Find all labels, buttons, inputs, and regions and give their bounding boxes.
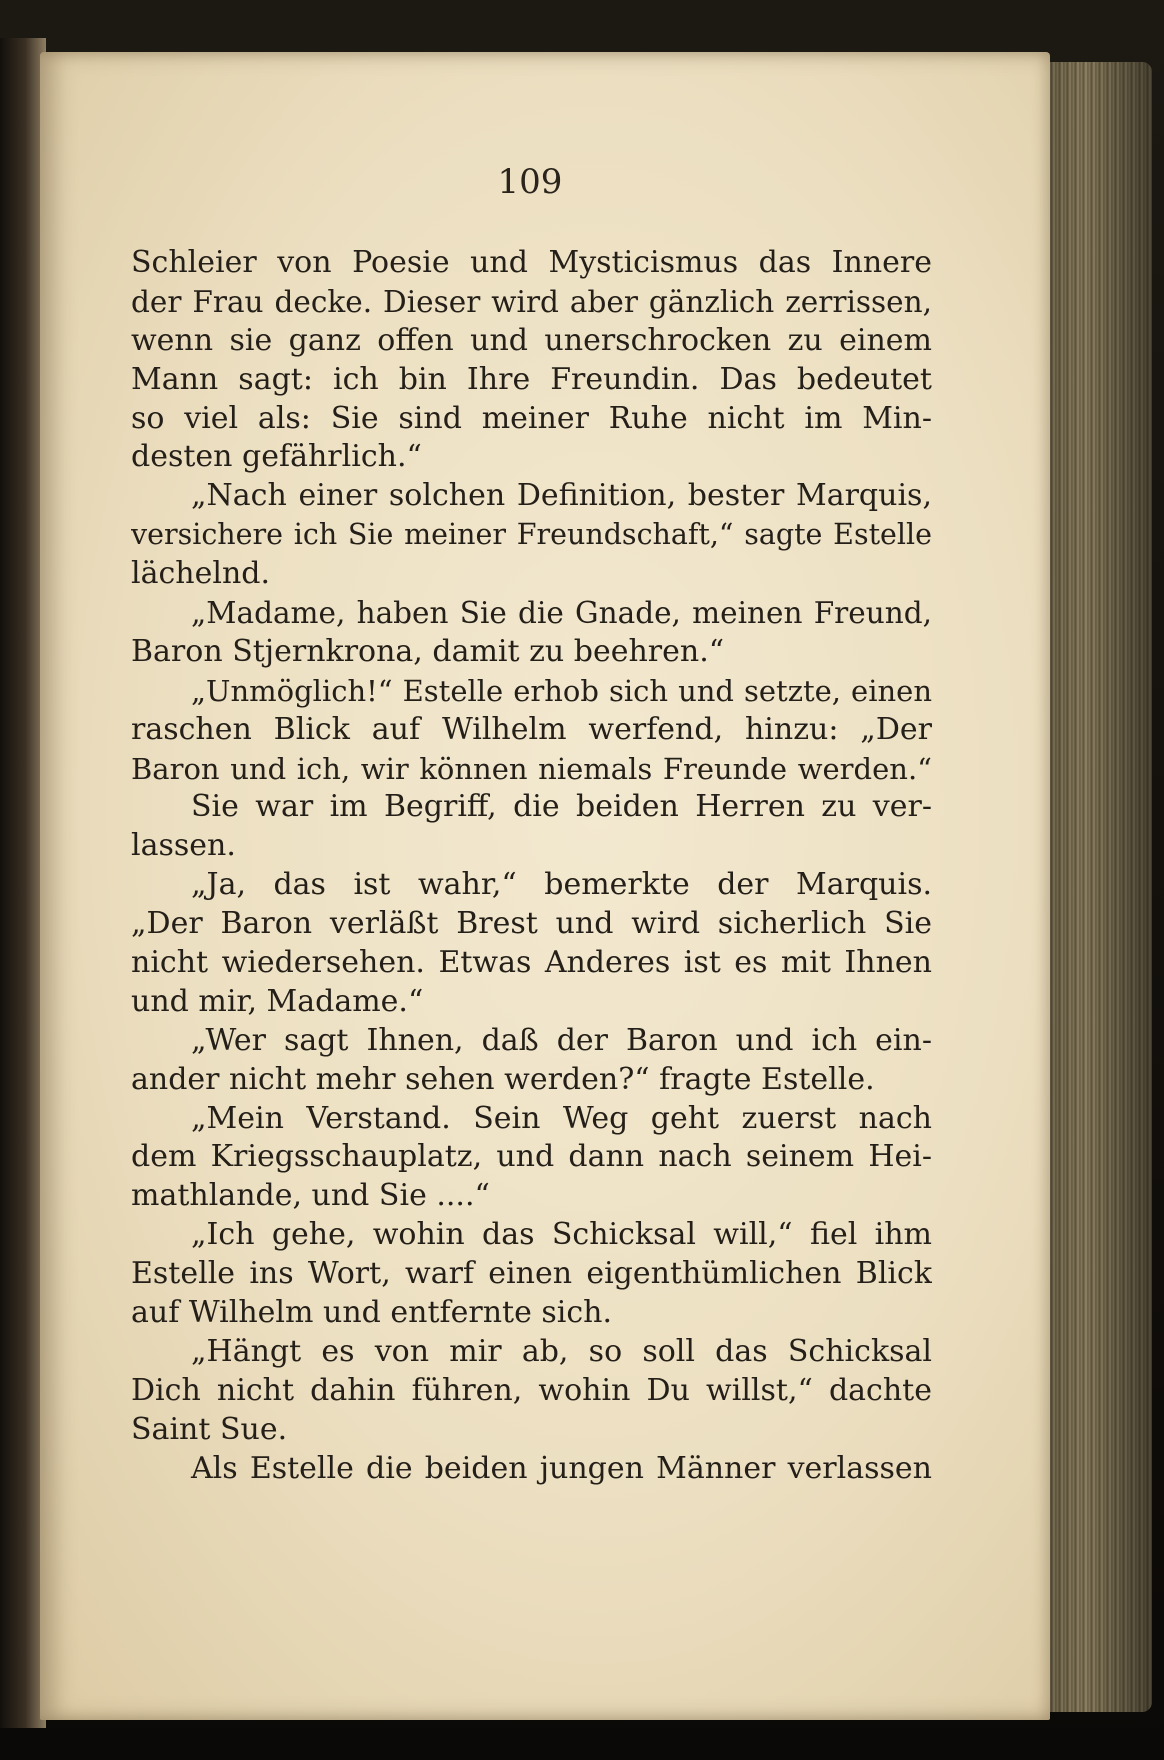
text-line: lassen. [131, 828, 236, 864]
text-line: „Madame, haben Sie die Gnade, meinen Freund, [191, 596, 932, 631]
text-line: desten gefährlich.“ [131, 439, 422, 475]
text-line: lächelnd. [131, 556, 271, 592]
text-line: und mir, Madame.“ [131, 983, 424, 1019]
text-line: „Ja, das ist wahr,“ bemerkte der Marquis. [191, 867, 932, 903]
text-line: ander nicht mehr sehen werden?“ fragte Estelle. [131, 1061, 875, 1097]
text-line: Estelle ins Wort, warf einen eigenthümlichen Blick [131, 1256, 932, 1292]
text-line: Schleier von Poesie und Mysticismus das Innere [131, 245, 932, 280]
text-line: der Frau decke. Dieser wird aber gänzlich zerrissen, [131, 284, 932, 319]
text-line: „Ich gehe, wohin das Schicksal will,“ fiel ihm [191, 1217, 932, 1253]
body-text [131, 244, 932, 1489]
text-line: Saint Sue. [131, 1411, 288, 1447]
text-line: „Mein Verstand. Sein Weg geht zuerst nach [191, 1100, 932, 1136]
text-line: so viel als: Sie sind meiner Ruhe nicht im Min- [131, 400, 932, 436]
text-line: „Nach einer solchen Definition, bester Marquis, [191, 478, 932, 514]
text-line: dem Kriegsschauplatz, und dann nach seinem Hei- [131, 1139, 932, 1175]
page-number: 109 [497, 162, 563, 202]
text-line: wenn sie ganz offen und unerschrocken zu einem [131, 322, 932, 358]
text-line: mathlande, und Sie ....“ [131, 1178, 490, 1214]
text-line: versichere ich Sie meiner Freundschaft,“ sagte Estelle [131, 518, 932, 552]
text-line: Dich nicht dahin führen, wohin Du willst,“ dachte [131, 1372, 932, 1408]
text-line: „Hängt es von mir ab, so soll das Schicksal [191, 1333, 932, 1369]
text-line: Baron Stjernkrona, damit zu beehren.“ [131, 633, 725, 669]
text-line: auf Wilhelm und entfernte sich. [131, 1295, 613, 1331]
text-line: Baron und ich, wir können niemals Freunde werden.“ [131, 751, 932, 786]
text-line: nicht wiedersehen. Etwas Anderes ist es mit Ihnen [131, 945, 932, 981]
text-line: „Der Baron verläßt Brest und wird sicherlich Sie [131, 906, 932, 942]
page-edges-shade [1040, 62, 1152, 1712]
text-line: „Wer sagt Ihnen, daß der Baron und ich ein- [191, 1022, 932, 1058]
text-line: Als Estelle die beiden jungen Männer verlassen [191, 1450, 932, 1486]
text-line: Sie war im Begriff, die beiden Herren zu ver- [191, 789, 932, 825]
text-line: „Unmöglich!“ Estelle erhob sich und setzte, einen [191, 673, 932, 708]
text-line: raschen Blick auf Wilhelm werfend, hinzu: „Der [131, 711, 932, 747]
text-line: Mann sagt: ich bin Ihre Freundin. Das bedeutet [131, 361, 932, 397]
